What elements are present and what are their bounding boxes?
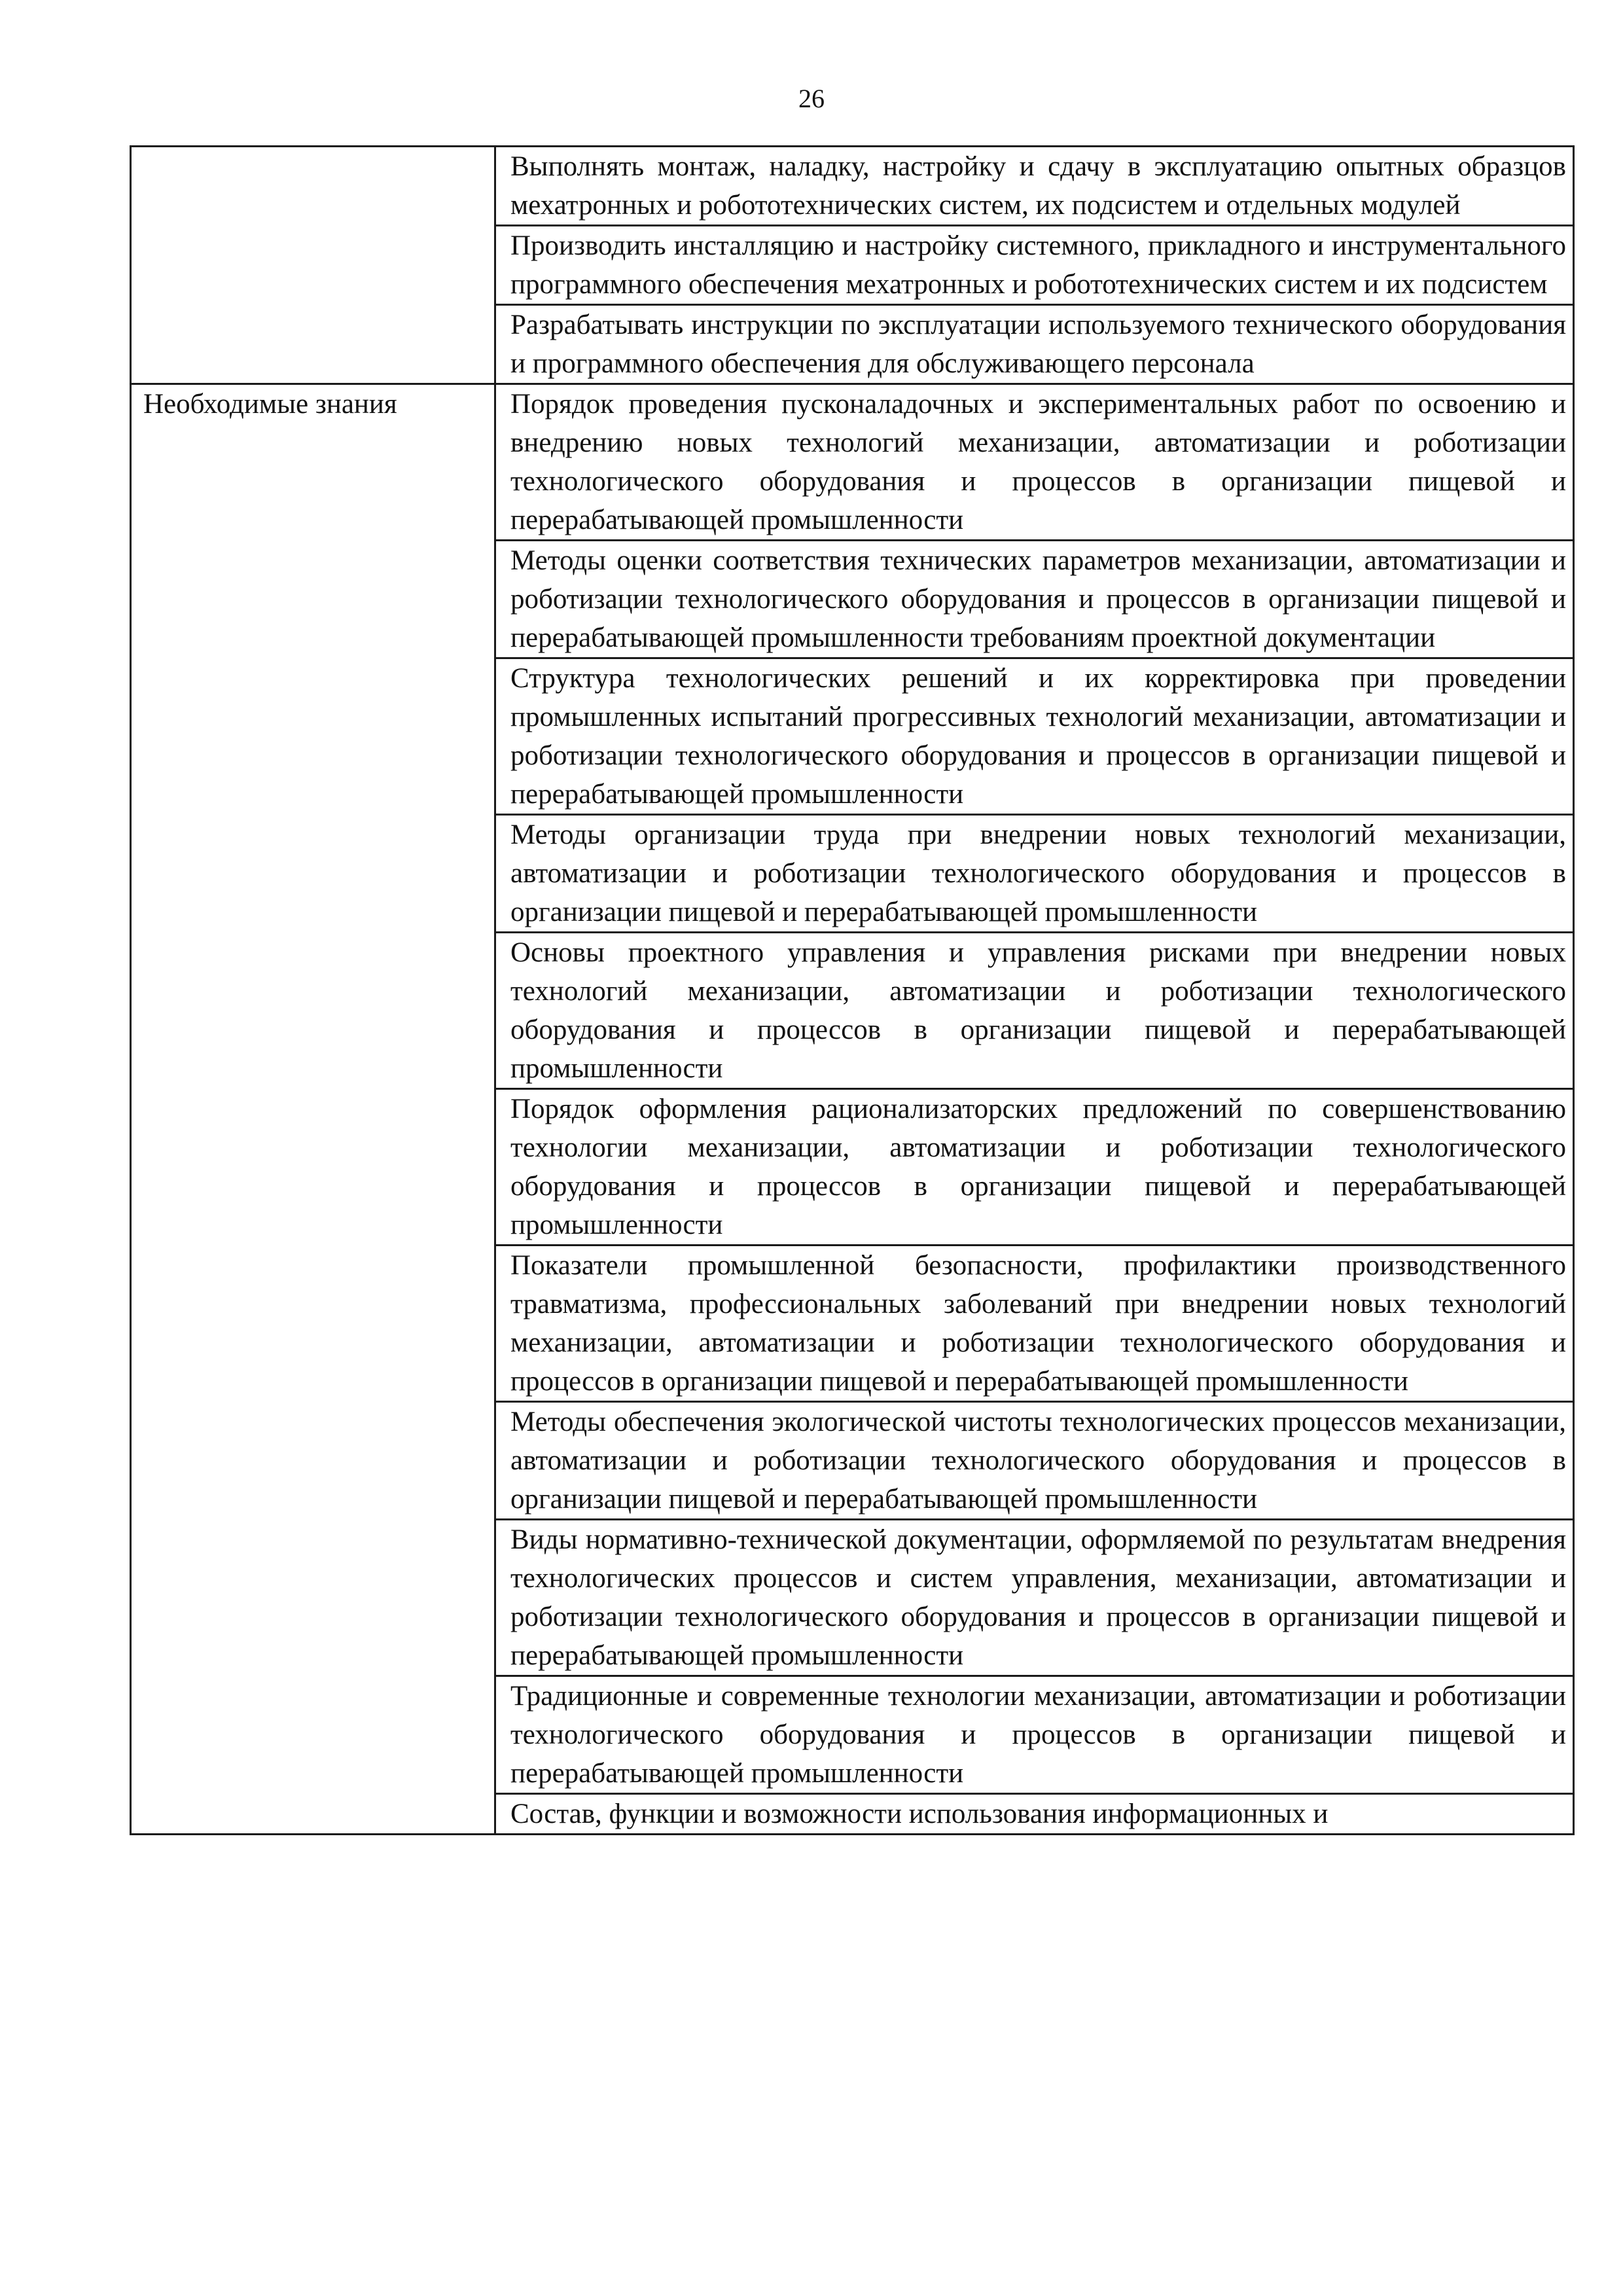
- skill-item: Производить инсталляцию и настройку системного, прикладного и инструментального программного обеспечения мехатронных и робототехнических систем и их подсистем: [495, 226, 1574, 305]
- skill-item: Разрабатывать инструкции по эксплуатации используемого технического оборудования и программного обеспечения для обслуживающего персонала: [495, 305, 1574, 384]
- knowledge-item: Структура технологических решений и их корректировка при проведении промышленных испытаний прогрессивных технологий механизации, автоматизации и роботизации технологического оборудования и процессов в организации пищевой и перерабатывающей промышленности: [495, 658, 1574, 815]
- knowledge-item: Виды нормативно-технической документации, оформляемой по результатам внедрения технологических процессов и систем управления, механизации, автоматизации и роботизации технологического оборудования и процессов в организации пищевой и перерабатывающей промышленности: [495, 1520, 1574, 1676]
- knowledge-item: Методы обеспечения экологической чистоты технологических процессов механизации, автоматизации и роботизации технологического оборудования и процессов в организации пищевой и перерабатывающей промышленности: [495, 1402, 1574, 1520]
- table-row: [131, 147, 1574, 226]
- knowledge-item: Порядок проведения пусконаладочных и экспериментальных работ по освоению и внедрению новых технологий механизации, автоматизации и роботизации технологического оборудования и процессов в организации пищевой и перерабатывающей промышленности: [495, 384, 1574, 541]
- skill-item: Выполнять монтаж, наладку, настройку и сдачу в эксплуатацию опытных образцов мехатронных и робототехнических систем, их подсистем и отдельных модулей: [495, 147, 1574, 226]
- knowledge-item: Традиционные и современные технологии механизации, автоматизации и роботизации технологического оборудования и процессов в организации пищевой и перерабатывающей промышленности: [495, 1676, 1574, 1794]
- skills-label-cell: [131, 147, 495, 384]
- knowledge-item: Состав, функции и возможности использования информационных и: [495, 1794, 1574, 1835]
- knowledge-item: Порядок оформления рационализаторских предложений по совершенствованию технологии механизации, автоматизации и роботизации технологического оборудования и процессов в организации пищевой и перерабатывающей промышленности: [495, 1089, 1574, 1246]
- knowledge-label-cell: Необходимые знания: [131, 384, 495, 1835]
- table-row: [131, 384, 1574, 541]
- knowledge-item: Показатели промышленной безопасности, профилактики производственного травматизма, профессиональных заболеваний при внедрении новых технологий механизации, автоматизации и роботизации технологического оборудования и процессов в организации пищевой и перерабатывающей промышленности: [495, 1246, 1574, 1402]
- competency-table: [130, 145, 1575, 1835]
- page-number: 26: [798, 84, 825, 113]
- knowledge-item: Методы организации труда при внедрении новых технологий механизации, автоматизации и роботизации технологического оборудования и процессов в организации пищевой и перерабатывающей промышленности: [495, 815, 1574, 933]
- knowledge-item: Основы проектного управления и управления рисками при внедрении новых технологий механизации, автоматизации и роботизации технологического оборудования и процессов в организации пищевой и перерабатывающей промышленности: [495, 933, 1574, 1089]
- knowledge-item: Методы оценки соответствия технических параметров механизации, автоматизации и роботизации технологического оборудования и процессов в организации пищевой и перерабатывающей промышленности требованиям проектной документации: [495, 541, 1574, 658]
